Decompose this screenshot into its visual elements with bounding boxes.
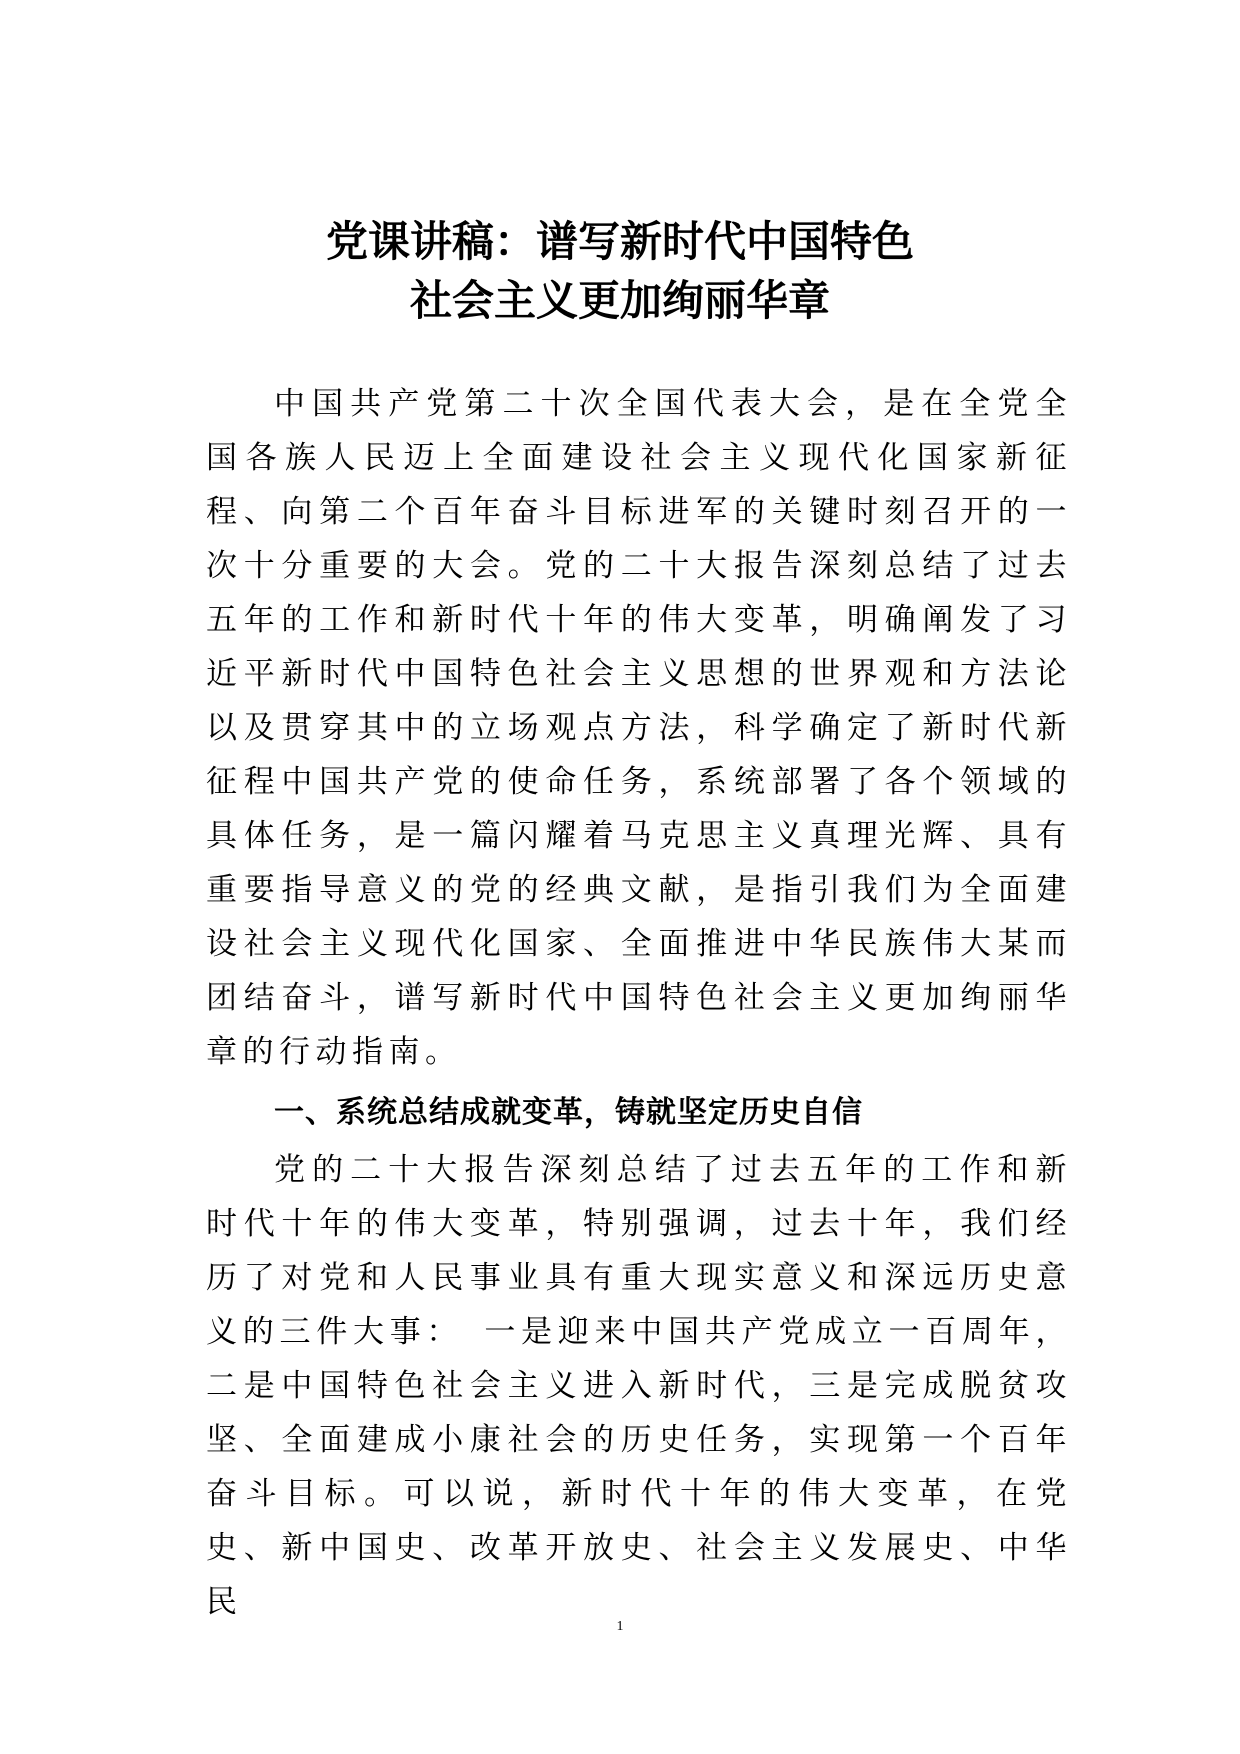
body-paragraph-1: 中国共产党第二十次全国代表大会，是在全党全国各族人民迈上全面建设社会主义现代化国家新征程、向第二个百年奋斗目标进军的关键时刻召开的一次十分重要的大会。党的二十大报告深刻总结了过去五年的工作和新时代十年的伟大变革，明确阐发了习近平新时代中国特色社会主义思想的世界观和方法论以及贯穿其中的立场观点方法，科学确定了新时代新征程中国共产党的使命任务，系统部署了各个领域的具体任务，是一篇闪耀着马克思主义真理光辉、具有重要指导意义的党的经典文献，是指引我们为全面建设社会主义现代化国家、全面推进中华民族伟大某而团结奋斗，谱写新时代中国特色社会主义更加绚丽华章的行动指南。	[206, 386, 1072, 1070]
section-heading-1: 一、系统总结成就变革，铸就坚定历史自信	[274, 1095, 863, 1130]
page-number: 1	[616, 1619, 624, 1634]
title-line-1: 党课讲稿：谱写新时代中国特色	[325, 217, 914, 266]
document-body	[206, 377, 1072, 1629]
body-paragraph-2: 党的二十大报告深刻总结了过去五年的工作和新时代十年的伟大变革，特别强调，过去十年，我们经历了对党和人民事业具有重大现实意义和深远历史意义的三件大事： 一是迎来中国共产党成立一百周年，二是中国特色社会主义进入新时代，三是完成脱贫攻坚、全面建成小康社会的历史任务，实现第一个百年奋斗目标。可以说，新时代十年的伟大变革，在党史、新中国史、改革开放史、社会主义发展史、中华民	[206, 1152, 1072, 1620]
document-title	[0, 212, 1240, 330]
title-line-2: 社会主义更加绚丽华章	[409, 276, 830, 325]
